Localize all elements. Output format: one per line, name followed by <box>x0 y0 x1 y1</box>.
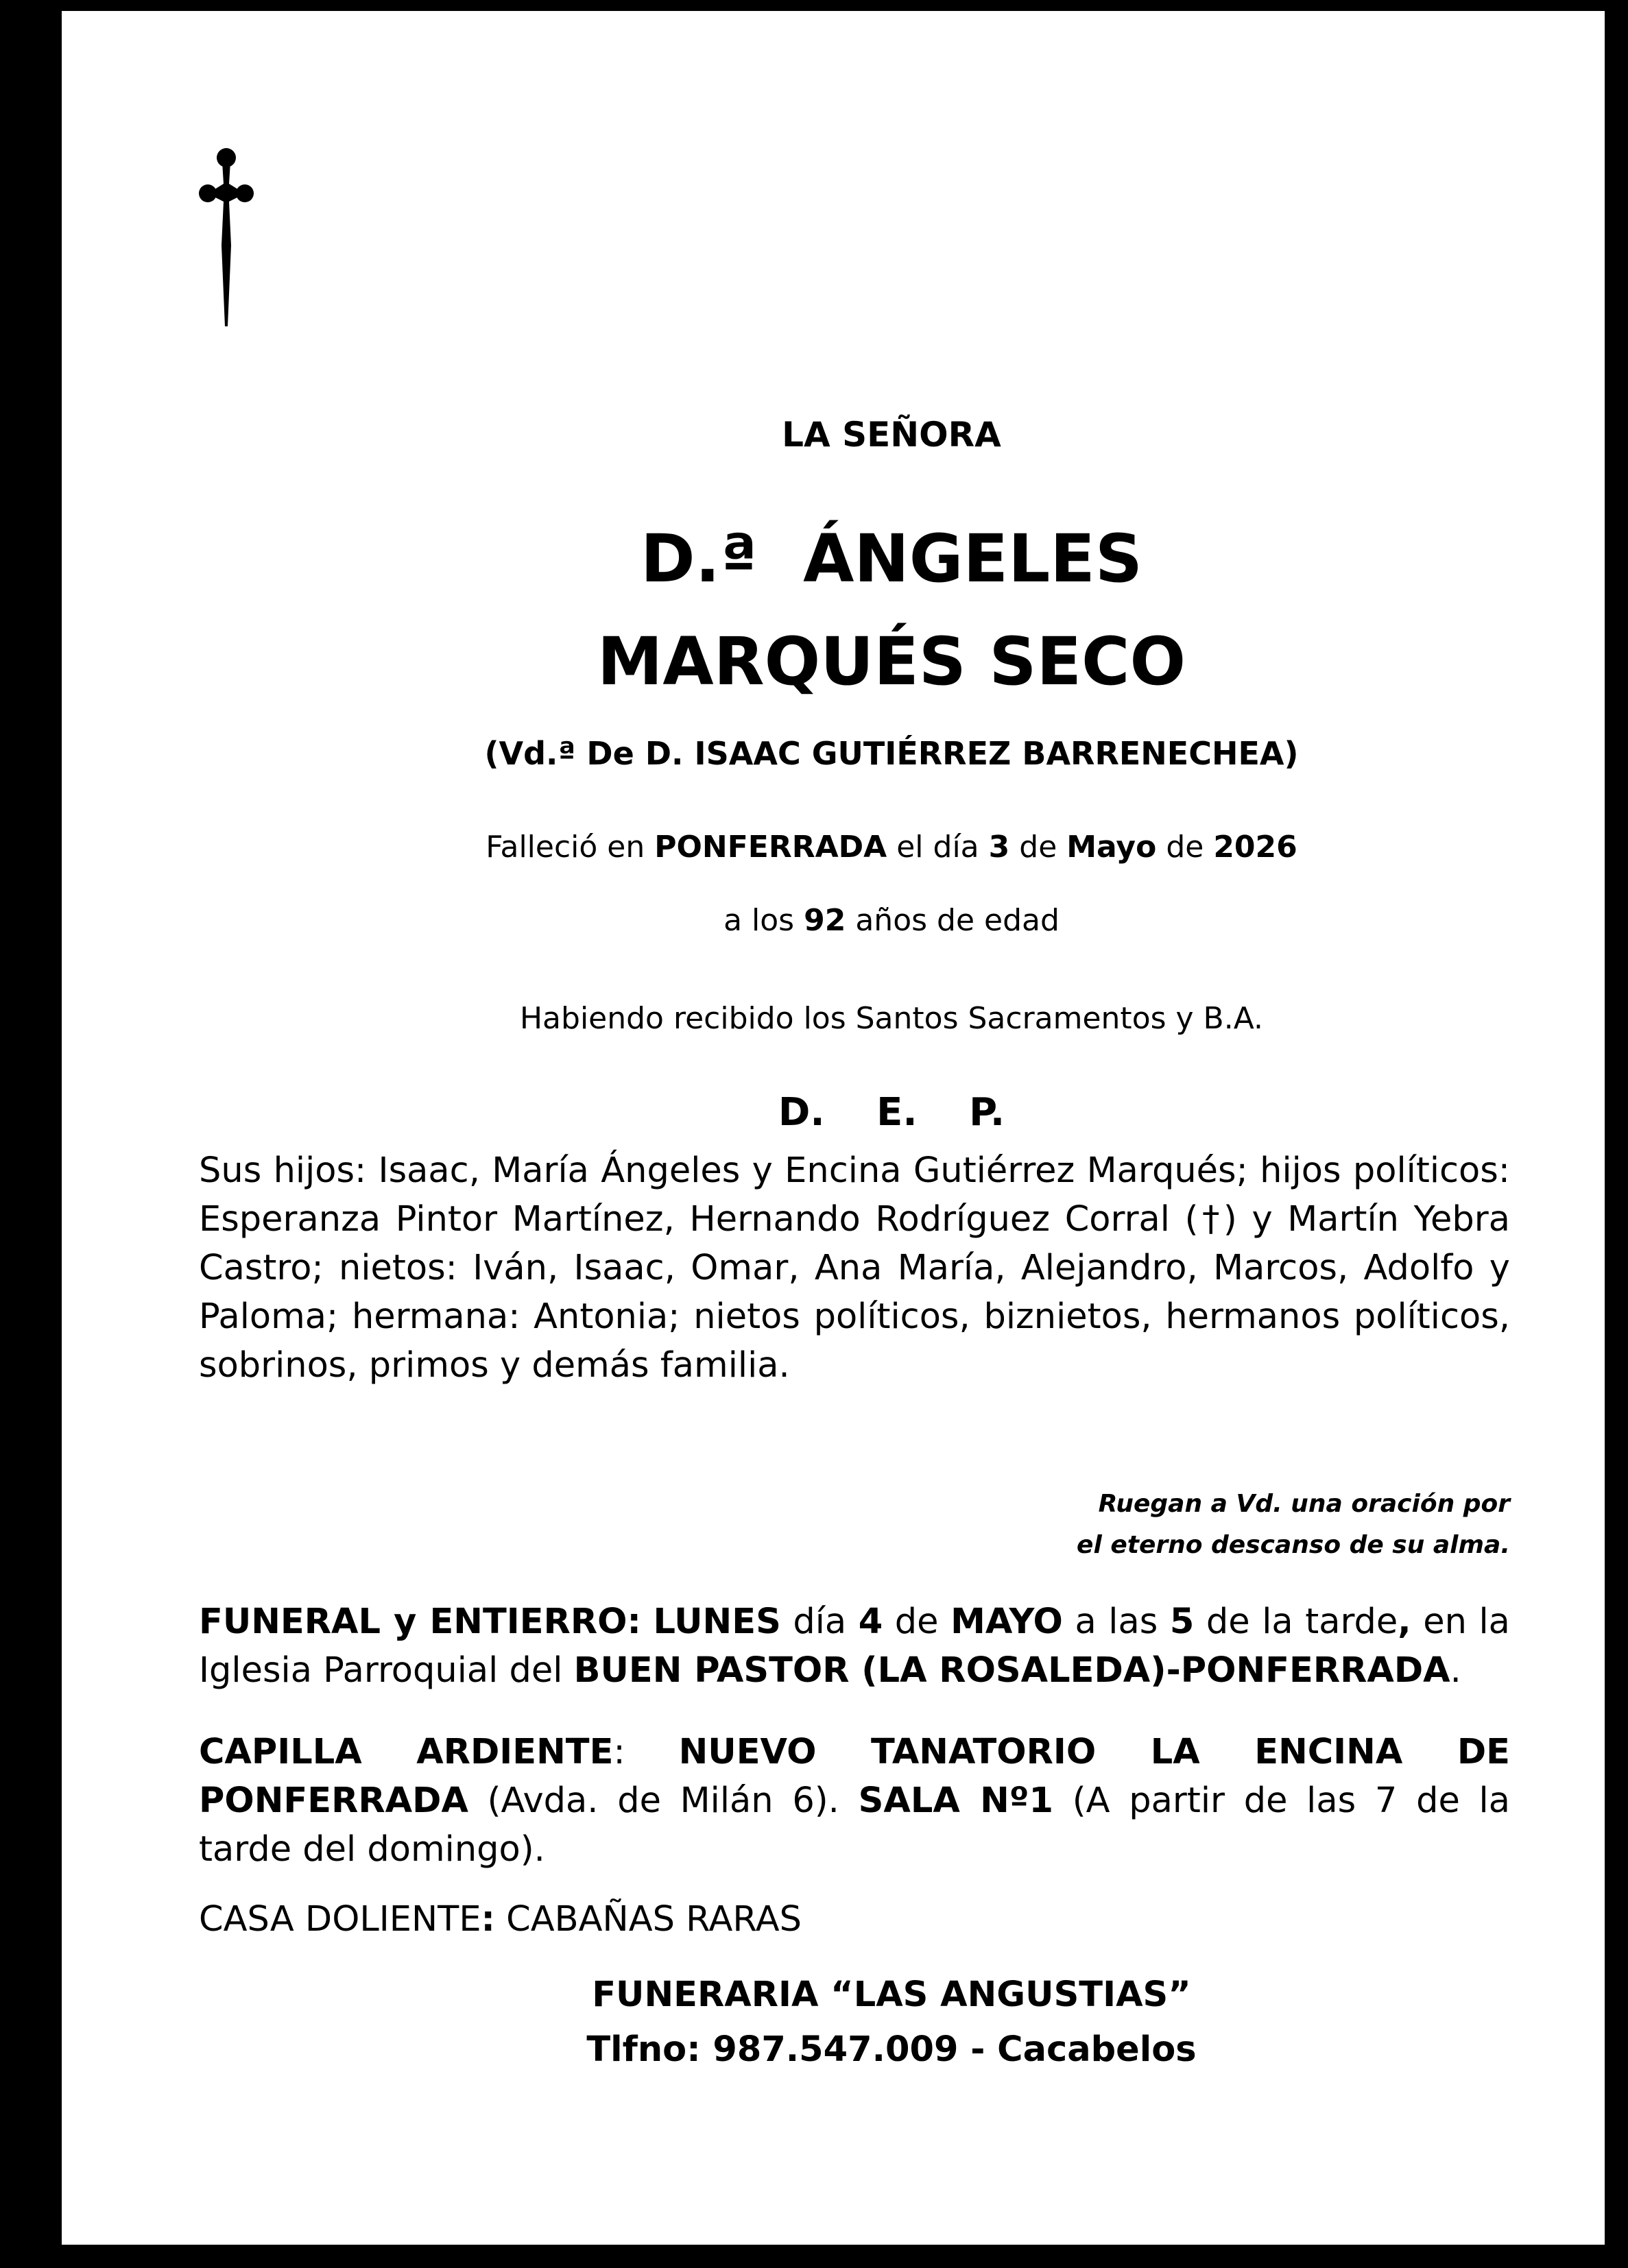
funeral-comma: , <box>1398 1602 1411 1642</box>
name-line-2: MARQUÉS SECO <box>597 623 1186 700</box>
prayer-line-2: el eterno descanso de su alma. <box>1077 1531 1510 1559</box>
funeral-day: 4 <box>858 1602 883 1642</box>
death-line <box>199 830 1584 865</box>
funeraria-name: FUNERARIA “LAS ANGUSTIAS” <box>592 1975 1191 2015</box>
funeral-text-3: a las <box>1075 1602 1158 1642</box>
death-prefix: Falleció en <box>486 830 645 865</box>
header-la-senora: LA SEÑORA <box>782 415 1001 455</box>
sacraments-line: Habiendo recibido los Santos Sacramentos y B.A. <box>519 1001 1264 1036</box>
casa-doliente-line <box>199 1899 802 1940</box>
widow-of: (Vd.ª De D. ISAAC GUTIÉRREZ BARRENECHEA) <box>484 735 1299 772</box>
death-year: 2026 <box>1213 830 1297 865</box>
death-de2: de <box>1166 830 1204 865</box>
death-mid: el día <box>896 830 979 865</box>
capilla-place: NUEVO TANATORIO LA ENCINA DE PONFERRADA <box>199 1732 1511 1821</box>
funeral-month: MAYO <box>950 1602 1063 1642</box>
prayer-request <box>823 1484 1510 1566</box>
age-prefix: a los <box>723 903 795 938</box>
death-de1: de <box>1019 830 1057 865</box>
age-value: 92 <box>804 903 846 938</box>
casa-colon: : <box>481 1899 495 1940</box>
funeral-end: . <box>1450 1650 1461 1691</box>
dep-line: D. E. P. <box>778 1090 1005 1135</box>
capilla-colon: : <box>613 1732 625 1772</box>
age-suffix: años de edad <box>855 903 1060 938</box>
funeral-text-5: en la Iglesia Parroquial del <box>199 1602 1510 1691</box>
death-month: Mayo <box>1066 830 1157 865</box>
death-place: PONFERRADA <box>654 830 887 865</box>
funeral-label: FUNERAL y ENTIERRO: <box>199 1602 641 1642</box>
age-line <box>199 903 1584 938</box>
funeral-text-1: día <box>793 1602 847 1642</box>
deceased-name <box>199 507 1584 713</box>
capilla-paragraph <box>199 1728 1510 1874</box>
capilla-sala: SALA Nº1 <box>858 1781 1053 1821</box>
funeraria-phone: Tlfno: 987.547.009 - Cacabelos <box>586 2029 1197 2070</box>
capilla-label: CAPILLA ARDIENTE <box>199 1732 614 1772</box>
funeral-text-2: de <box>894 1602 939 1642</box>
funeral-hour: 5 <box>1169 1602 1195 1642</box>
casa-value: CABAÑAS RARAS <box>506 1899 802 1940</box>
death-day: 3 <box>988 830 1010 865</box>
capilla-note: (A partir de las 7 de la tarde del domingo). <box>199 1781 1510 1870</box>
prayer-line-1: Ruegan a Vd. una oración por <box>1098 1490 1510 1518</box>
cross-icon <box>199 143 254 328</box>
casa-label: CASA DOLIENTE <box>199 1899 481 1940</box>
funeral-text-4: de la tarde <box>1206 1602 1398 1642</box>
funeral-church: BUEN PASTOR (LA ROSALEDA)-PONFERRADA <box>573 1650 1450 1691</box>
name-line-1: D.ª ÁNGELES <box>640 520 1143 597</box>
capilla-address: (Avda. de Milán 6). <box>487 1781 839 1821</box>
funeral-paragraph <box>199 1597 1510 1695</box>
funeral-weekday: LUNES <box>653 1602 781 1642</box>
family-paragraph: Sus hijos: Isaac, María Ángeles y Encina Gutiérrez Marqués; hijos políticos: Esperanza Pintor Martínez, Hernando Rodríguez Corral (†) y Martín Yebra Castro; nietos: Iván, Isaac, Omar, Ana María, Alejandro, Marcos, Adolfo y Paloma; hermana: Antonia; nietos políticos, biznietos, hermanos políticos, sobrinos, primos y demás familia. <box>199 1150 1510 1386</box>
